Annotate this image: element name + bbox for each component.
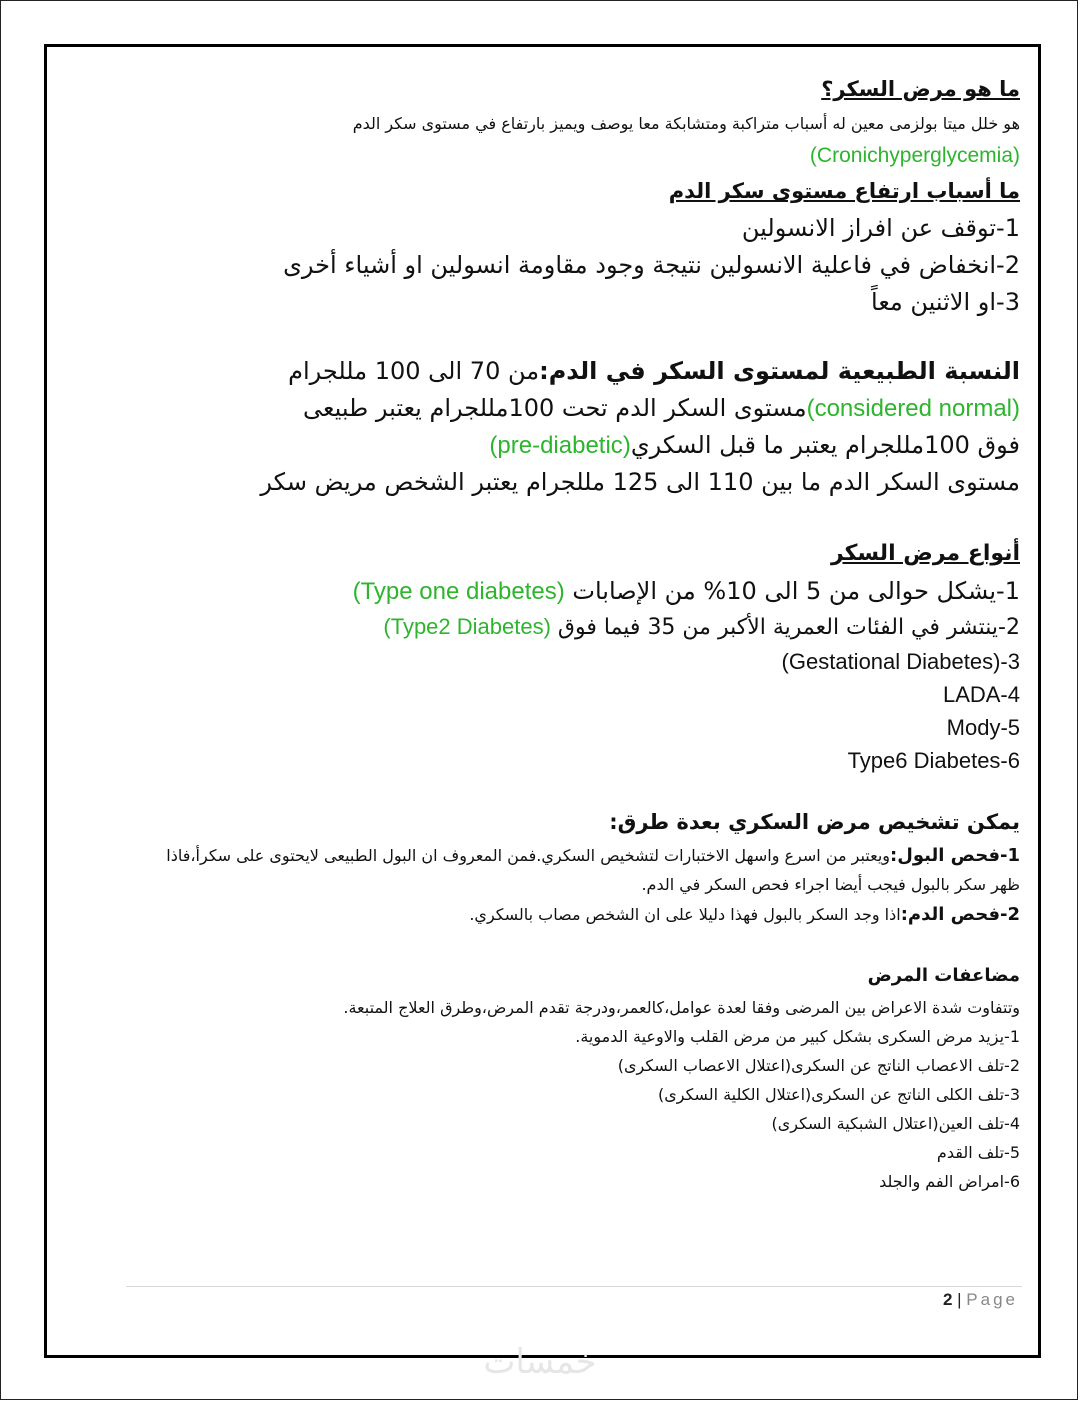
type-one-text: 1-يشكل حوالى من 5 الى 10% من الإصابات <box>572 577 1020 605</box>
complication-item-5: 5-تلف القدم <box>936 1143 1020 1162</box>
prediabetic-term: (pre-diabetic) <box>489 432 631 459</box>
urine-test-text-continued: ظهر سكر بالبول فيجب أيضا اجراء فحص السكر في الدم. <box>641 875 1020 894</box>
type-item-type6: Type6 Diabetes-6 <box>847 748 1020 773</box>
type-one-term: (Type one diabetes) <box>352 578 565 605</box>
page-label: Page <box>966 1290 1018 1309</box>
type-item-mody: Mody-5 <box>946 715 1020 740</box>
complication-item-2: 2-تلف الاعصاب الناتج عن السكرى(اعتلال الاعصاب السكرى) <box>617 1056 1020 1075</box>
urine-test-label: 1-فحص البول: <box>890 845 1020 866</box>
type-item-gestational: (Gestational Diabetes)-3 <box>781 649 1020 674</box>
page-footer <box>900 1290 1018 1310</box>
normal-range-value: من 70 الى 100 مللجرام <box>288 357 540 385</box>
prediabetic-text: فوق 100مللجرام يعتبر ما قبل السكري <box>630 431 1020 459</box>
complications-intro: وتتفاوت شدة الاعراض بين المرضى وفقا لعدة عوامل،كالعمر،ودرجة تقدم المرض،وطرق العلاج المتبعة. <box>343 998 1020 1017</box>
type-item-lada: LADA-4 <box>942 682 1020 707</box>
prediabetic-line <box>120 427 1020 464</box>
document-body <box>120 70 1020 1196</box>
definition-paragraph: هو خلل ميتا بولزمى معين له أسباب متراكبة ومتشابكة معا يوصف ويميز بارتفاع في مستوى سكر الدم <box>352 114 1020 133</box>
page-separator: | <box>957 1290 962 1309</box>
normal-level-text: مستوى السكر الدم تحت 100مللجرام يعتبر طبيعى <box>303 394 807 422</box>
blood-test-label: 2-فحص الدم: <box>900 904 1020 925</box>
watermark-logo: خمسات <box>483 1342 597 1382</box>
definition-term: (Cronichyperglycemia) <box>809 144 1020 167</box>
section-title-what-is-diabetes: ما هو مرض السكر؟ <box>821 77 1020 101</box>
section-title-complications: مضاعفات المرض <box>867 965 1020 986</box>
urine-test-line <box>120 841 1020 870</box>
cause-item-1: 1-توقف عن افراز الانسولين <box>741 214 1020 242</box>
cause-item-2: 2-انخفاض في فاعلية الانسولين نتيجة وجود مقاومة انسولين او أشياء أخرى <box>283 251 1020 279</box>
complication-item-6: 6-امراض الفم والجلد <box>879 1172 1020 1191</box>
normal-range-line <box>120 353 1020 390</box>
page-number: 2 <box>942 1290 953 1309</box>
complication-item-3: 3-تلف الكلى الناتج عن السكرى(اعتلال الكلية السكرى) <box>657 1085 1020 1104</box>
section-title-diagnosis: يمكن تشخيص مرض السكري بعدة طرق: <box>609 810 1020 834</box>
cause-item-3: 3-او الاثنين معاً <box>871 288 1020 316</box>
section-title-causes: ما أسباب ارتفاع مستوى سكر الدم <box>668 179 1020 203</box>
type-two-line <box>120 610 1020 645</box>
section-title-types: أنواع مرض السكر <box>830 541 1020 566</box>
urine-test-text: ويعتبر من اسرع واسهل الاختبارات لتشخيص السكري.فمن المعروف ان البول الطبيعى لايحتوى على سكرأ،فاذا <box>166 846 891 865</box>
diabetic-level-line: مستوى السكر الدم ما بين 110 الى 125 مللجرام يعتبر الشخص مريض سكر <box>260 468 1020 496</box>
type-two-text: 2-ينتشر في الفئات العمرية الأكبر من 35 فيما فوق <box>557 615 1020 640</box>
type-one-line <box>120 573 1020 610</box>
complication-item-1: 1-يزيد مرض السكرى بشكل كبير من مرض القلب والاوعية الدموية. <box>575 1027 1020 1046</box>
complication-item-4: 4-تلف العين(اعتلال الشبكية السكرى) <box>771 1114 1020 1133</box>
blood-test-line <box>120 899 1020 931</box>
blood-test-text: اذا وجد السكر بالبول فهذا دليلا على ان الشخص مصاب بالسكري. <box>469 905 901 924</box>
footer-divider <box>126 1286 1022 1287</box>
normal-range-label: النسبة الطبيعية لمستوى السكر في الدم: <box>539 357 1020 385</box>
normal-level-line <box>120 390 1020 427</box>
normal-term: (considered normal) <box>806 395 1020 422</box>
type-two-term: (Type2 Diabetes) <box>383 614 551 639</box>
